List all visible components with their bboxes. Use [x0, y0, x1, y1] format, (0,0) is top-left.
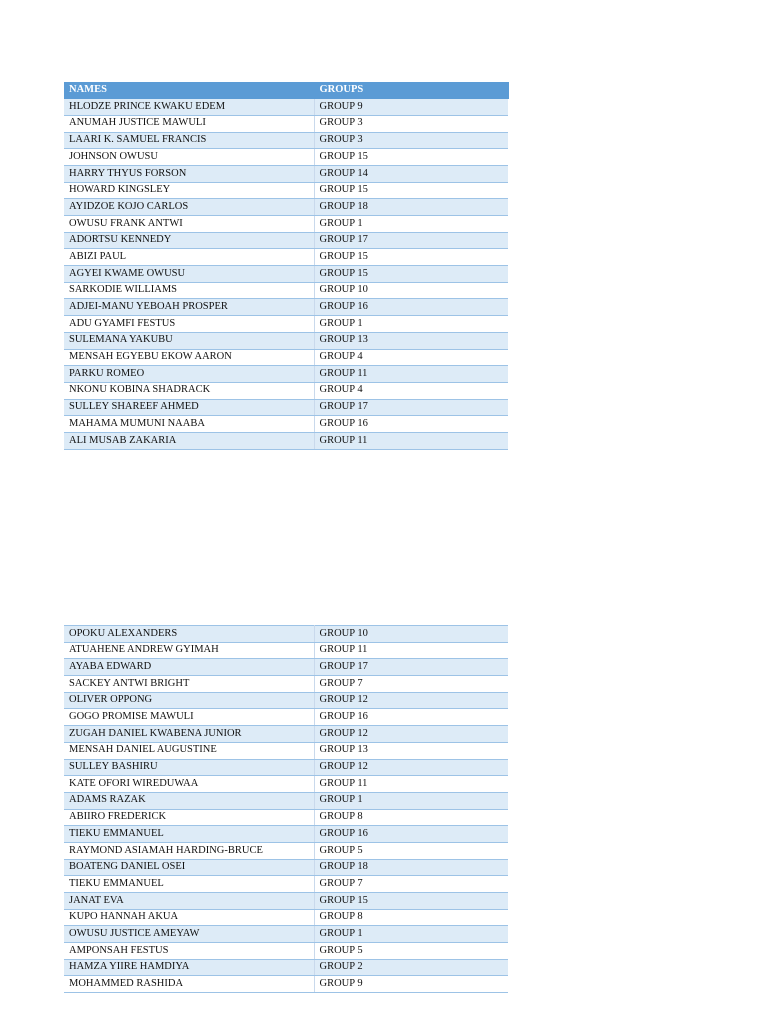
group-cell: GROUP 7: [314, 676, 508, 693]
table-row: [64, 809, 508, 826]
name-cell: ATUAHENE ANDREW GYIMAH: [64, 642, 314, 659]
name-cell: OWUSU FRANK ANTWI: [64, 216, 314, 233]
name-cell: SULLEY BASHIRU: [64, 759, 314, 776]
table-row: [64, 282, 508, 299]
group-cell: GROUP 5: [314, 943, 508, 960]
name-cell: GOGO PROMISE MAWULI: [64, 709, 314, 726]
group-cell: GROUP 16: [314, 299, 508, 316]
table-1-body: [64, 99, 508, 449]
table-row: [64, 859, 508, 876]
name-cell: ABIIRO FREDERICK: [64, 809, 314, 826]
table-row: [64, 249, 508, 266]
table-row: [64, 399, 508, 416]
group-cell: GROUP 5: [314, 842, 508, 859]
group-cell: GROUP 15: [314, 266, 508, 283]
group-cell: GROUP 11: [314, 432, 508, 449]
name-cell: AYIDZOE KOJO CARLOS: [64, 199, 314, 216]
table-row: [64, 182, 508, 199]
group-cell: GROUP 13: [314, 742, 508, 759]
names-column-header: NAMES: [64, 82, 314, 99]
table-row: [64, 909, 508, 926]
name-cell: HOWARD KINGSLEY: [64, 182, 314, 199]
table-row: [64, 926, 508, 943]
table-row: [64, 692, 508, 709]
table-row: [64, 199, 508, 216]
group-cell: GROUP 1: [314, 926, 508, 943]
table-row: [64, 416, 508, 433]
name-cell: KUPO HANNAH AKUA: [64, 909, 314, 926]
group-cell: GROUP 10: [314, 282, 508, 299]
name-cell: SARKODIE WILLIAMS: [64, 282, 314, 299]
table-row: [64, 893, 508, 910]
group-cell: GROUP 17: [314, 232, 508, 249]
name-cell: BOATENG DANIEL OSEI: [64, 859, 314, 876]
name-cell: PARKU ROMEO: [64, 366, 314, 383]
table-row: [64, 676, 508, 693]
name-cell: HAMZA YIIRE HAMDIYA: [64, 959, 314, 976]
name-cell: ADAMS RAZAK: [64, 792, 314, 809]
table-row: [64, 642, 508, 659]
group-cell: GROUP 15: [314, 149, 508, 166]
table-row: [64, 115, 508, 132]
group-cell: GROUP 16: [314, 826, 508, 843]
table-row: [64, 216, 508, 233]
group-cell: GROUP 1: [314, 316, 508, 333]
group-cell: GROUP 9: [314, 99, 508, 116]
table-row: [64, 99, 508, 116]
table-row: [64, 299, 508, 316]
table-row: [64, 976, 508, 993]
group-cell: GROUP 7: [314, 876, 508, 893]
group-cell: GROUP 3: [314, 115, 508, 132]
name-cell: RAYMOND ASIAMAH HARDING-BRUCE: [64, 842, 314, 859]
group-cell: GROUP 1: [314, 216, 508, 233]
group-cell: GROUP 18: [314, 859, 508, 876]
table-row: [64, 232, 508, 249]
group-cell: GROUP 14: [314, 165, 508, 182]
table-row: [64, 792, 508, 809]
group-cell: GROUP 12: [314, 726, 508, 743]
table-row: [64, 826, 508, 843]
name-cell: MAHAMA MUMUNI NAABA: [64, 416, 314, 433]
name-cell: OPOKU ALEXANDERS: [64, 626, 314, 643]
table-row: [64, 759, 508, 776]
table-row: [64, 709, 508, 726]
group-cell: GROUP 15: [314, 893, 508, 910]
name-cell: ABIZI PAUL: [64, 249, 314, 266]
table-row: [64, 432, 508, 449]
name-cell: OLIVER OPPONG: [64, 692, 314, 709]
group-cell: GROUP 17: [314, 399, 508, 416]
name-cell: MENSAH DANIEL AUGUSTINE: [64, 742, 314, 759]
table-row: [64, 842, 508, 859]
group-cell: GROUP 11: [314, 366, 508, 383]
group-cell: GROUP 4: [314, 349, 508, 366]
name-cell: ANUMAH JUSTICE MAWULI: [64, 115, 314, 132]
table-row: [64, 382, 508, 399]
name-cell: AYABA EDWARD: [64, 659, 314, 676]
name-cell: TIEKU EMMANUEL: [64, 876, 314, 893]
name-cell: ADU GYAMFI FESTUS: [64, 316, 314, 333]
table-row: [64, 132, 508, 149]
group-cell: GROUP 12: [314, 759, 508, 776]
name-cell: SACKEY ANTWI BRIGHT: [64, 676, 314, 693]
name-cell: AGYEI KWAME OWUSU: [64, 266, 314, 283]
header-row: [64, 82, 508, 99]
table-row: [64, 332, 508, 349]
group-cell: GROUP 15: [314, 182, 508, 199]
group-cell: GROUP 8: [314, 909, 508, 926]
name-cell: NKONU KOBINA SHADRACK: [64, 382, 314, 399]
table-row: [64, 149, 508, 166]
name-cell: KATE OFORI WIREDUWAA: [64, 776, 314, 793]
table-row: [64, 726, 508, 743]
table-row: [64, 626, 508, 643]
table-row: [64, 959, 508, 976]
group-cell: GROUP 15: [314, 249, 508, 266]
name-cell: SULEMANA YAKUBU: [64, 332, 314, 349]
name-cell: MENSAH EGYEBU EKOW AARON: [64, 349, 314, 366]
group-cell: GROUP 3: [314, 132, 508, 149]
group-cell: GROUP 9: [314, 976, 508, 993]
names-groups-table-1: [64, 82, 509, 450]
name-cell: JOHNSON OWUSU: [64, 149, 314, 166]
name-cell: HLODZE PRINCE KWAKU EDEM: [64, 99, 314, 116]
table-row: [64, 659, 508, 676]
group-cell: GROUP 16: [314, 416, 508, 433]
name-cell: ZUGAH DANIEL KWABENA JUNIOR: [64, 726, 314, 743]
name-cell: LAARI K. SAMUEL FRANCIS: [64, 132, 314, 149]
group-cell: GROUP 18: [314, 199, 508, 216]
group-cell: GROUP 1: [314, 792, 508, 809]
group-cell: GROUP 2: [314, 959, 508, 976]
group-cell: GROUP 12: [314, 692, 508, 709]
name-cell: ADJEI-MANU YEBOAH PROSPER: [64, 299, 314, 316]
name-cell: SULLEY SHAREEF AHMED: [64, 399, 314, 416]
table-row: [64, 165, 508, 182]
table-row: [64, 349, 508, 366]
groups-column-header: GROUPS: [314, 82, 508, 99]
group-cell: GROUP 10: [314, 626, 508, 643]
group-cell: GROUP 17: [314, 659, 508, 676]
table-row: [64, 266, 508, 283]
name-cell: ADORTSU KENNEDY: [64, 232, 314, 249]
group-cell: GROUP 8: [314, 809, 508, 826]
group-cell: GROUP 13: [314, 332, 508, 349]
table-2-body: [64, 626, 508, 993]
table-row: [64, 742, 508, 759]
names-groups-table-2: [64, 625, 508, 993]
name-cell: HARRY THYUS FORSON: [64, 165, 314, 182]
group-cell: GROUP 16: [314, 709, 508, 726]
name-cell: ALI MUSAB ZAKARIA: [64, 432, 314, 449]
name-cell: JANAT EVA: [64, 893, 314, 910]
table-row: [64, 943, 508, 960]
name-cell: MOHAMMED RASHIDA: [64, 976, 314, 993]
name-cell: AMPONSAH FESTUS: [64, 943, 314, 960]
name-cell: OWUSU JUSTICE AMEYAW: [64, 926, 314, 943]
table-row: [64, 316, 508, 333]
group-cell: GROUP 11: [314, 642, 508, 659]
table-row: [64, 366, 508, 383]
name-cell: TIEKU EMMANUEL: [64, 826, 314, 843]
table-row: [64, 776, 508, 793]
group-cell: GROUP 11: [314, 776, 508, 793]
table-row: [64, 876, 508, 893]
group-cell: GROUP 4: [314, 382, 508, 399]
